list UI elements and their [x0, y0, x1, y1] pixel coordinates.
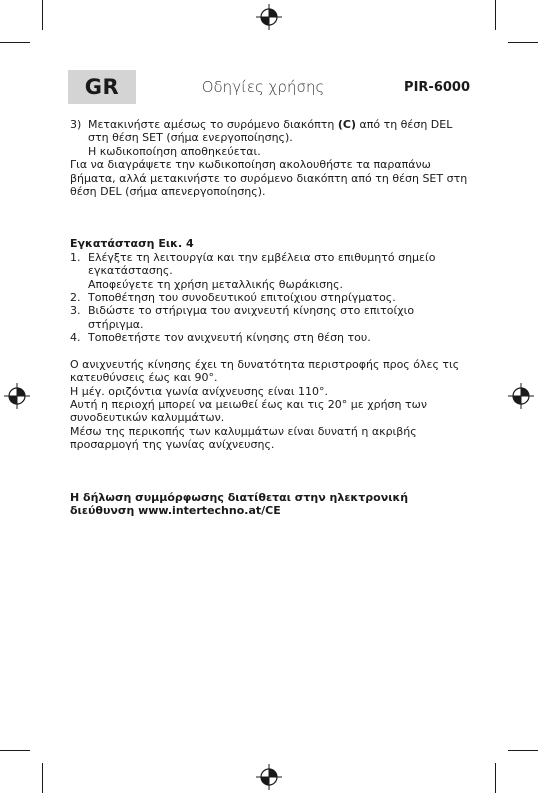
model-number: PIR-6000: [404, 79, 470, 95]
list-note: Αποφεύγετε τη χρήση μεταλλικής θωράκισης.: [88, 277, 344, 291]
list-number: 2.: [70, 291, 81, 305]
list-text: Ελέγξτε τη λειτουργία και την εμβέλεια στο επιθυμητό σημείο εγκατάστασης. Αποφεύγετε τη χρήση μεταλλικής θωράκισης.: [88, 250, 436, 291]
crop-mark-bottom-right: [495, 763, 496, 793]
crop-mark-right-bottom: [508, 750, 538, 751]
info-adjust: Μέσω της περικοπής των καλυμμάτων είναι δυνατή η ακριβής προσαρμογή της γωνίας ανίχνευσης.: [70, 424, 417, 452]
list-text: Βιδώστε το στήριγμα του ανιχνευτή κίνησης στο επιτοίχιο στήριγμα.: [88, 304, 415, 331]
registration-mark-bottom-icon: [256, 764, 282, 790]
list-note: Η κωδικοποίηση αποθηκεύεται.: [88, 144, 261, 158]
list-text: Τοποθέτηση του συνοδευτικού επιτοίχιου στηρίγματος.: [88, 291, 396, 305]
crop-mark-top-left: [42, 0, 43, 30]
language-badge: GR: [68, 70, 136, 104]
list-number: 4.: [70, 331, 81, 345]
crop-mark-bottom-left: [42, 763, 43, 793]
manual-content: [70, 118, 472, 517]
page-title: Οδηγίες χρήσης: [201, 78, 325, 96]
crop-mark-left-top: [0, 42, 30, 43]
list-item: [70, 291, 472, 304]
list-item: [70, 331, 472, 344]
list-text: Τοποθετήστε τον ανιχνευτή κίνησης στη θέση του.: [88, 331, 371, 345]
list-number: 3.: [70, 304, 81, 318]
list-number: 1.: [70, 250, 81, 264]
crop-mark-top-right: [495, 0, 496, 30]
list-number: 3): [70, 118, 82, 131]
list-item: [70, 304, 472, 331]
list-text: Μετακινήστε αμέσως το συρόμενο διακόπτη (C) από τη θέση DEL στη θέση SET (σήμα ενεργοποίησης). Η κωδικοποίηση αποθηκεύεται.: [88, 118, 453, 158]
info-angle: Η μέγ. οριζόντια γωνία ανίχνευσης είναι 110°.: [70, 384, 329, 398]
info-rotation: Ο ανιχνευτής κίνησης έχει τη δυνατότητα περιστροφής προς όλες τις κατευθύνσεις έως και 90°.: [70, 357, 460, 385]
info-reduce: Αυτή η περιοχή μπορεί να μειωθεί έως και τις 20° με χρήση των συνοδευτικών καλυμμάτων.: [70, 397, 427, 425]
crop-mark-left-bottom: [0, 750, 30, 751]
list-item-step-3: [70, 118, 472, 158]
registration-mark-top-icon: [256, 4, 282, 30]
switch-label: (C): [337, 118, 356, 131]
section-heading-installation: Εγκατάσταση Εικ. 4: [70, 237, 194, 251]
page-header: [68, 70, 470, 104]
list-item: [70, 251, 472, 291]
registration-mark-left-icon: [4, 383, 30, 409]
registration-mark-right-icon: [508, 383, 534, 409]
delete-instructions: Για να διαγράψετε την κωδικοποίηση ακολουθήστε τα παραπάνω βήματα, αλλά μετακινήστε το συρόμενο διακόπτη από τη θέση SET στη θέση DEL (σήμα απενεργοποίησης).: [70, 158, 468, 199]
crop-mark-right-top: [508, 42, 538, 43]
declaration-of-conformity: Η δήλωση συμμόρφωσης διατίθεται στην ηλεκτρονική διεύθυνση www.intertechno.at/CE: [70, 490, 409, 517]
